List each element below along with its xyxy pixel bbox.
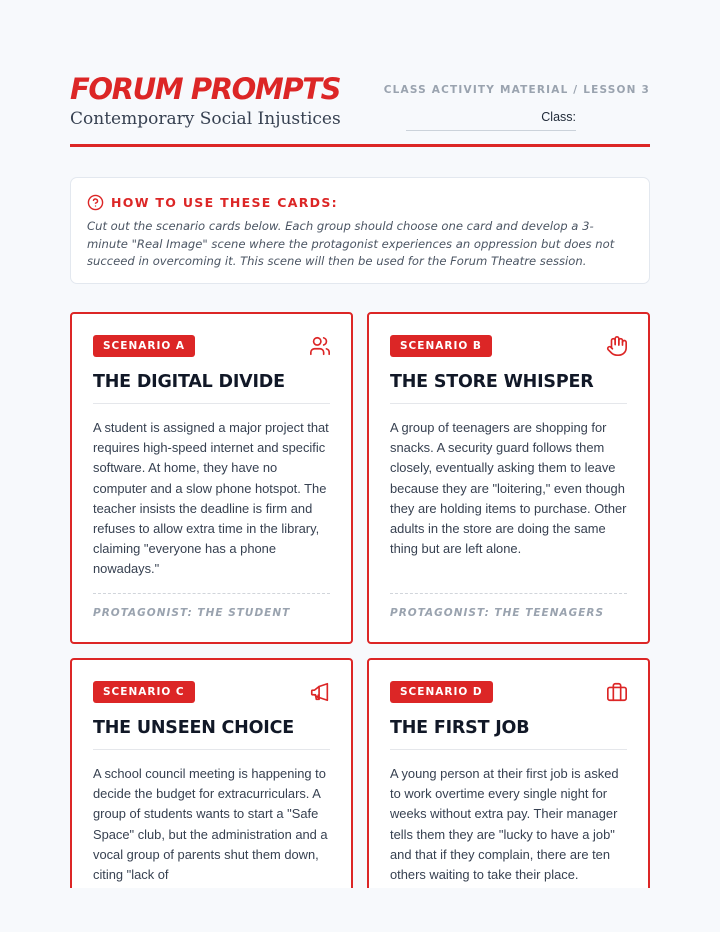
scenario-badge: SCENARIO A: [93, 335, 195, 357]
scenario-description: A group of teenagers are shopping for snacks. A security guard follows them closely, eventually asking them to leave because they are "loitering," even though they are holding items to purchase. Other adults in the store are doing the same thing but are left alone.: [390, 420, 627, 557]
scenario-title: THE STORE WHISPER: [390, 372, 594, 392]
protagonist-label: PROTAGONIST: THE STUDENT: [93, 607, 291, 619]
scenario-description: A school council meeting is happening to decide the budget for extracurriculars. A group of students wants to start a "Safe Space" club, but the administration and a vocal group of parents shut them down, citing "lack of: [93, 766, 328, 883]
dashed-divider: [93, 593, 330, 594]
instructions-box: [70, 177, 650, 284]
protagonist-label: PROTAGONIST: THE TEENAGERS: [390, 607, 605, 619]
page-subtitle: Contemporary Social Injustices: [70, 109, 341, 129]
scenario-badge: SCENARIO C: [93, 681, 195, 703]
scenario-description: A student is assigned a major project that requires high-speed internet and specific software. At home, they have no computer and a slow phone hotspot. The teacher insists the deadline is firm and refuses to allow extra time in the library, claiming "everyone has a phone nowadays.": [93, 420, 329, 577]
title-divider: [93, 749, 330, 750]
dashed-divider: [390, 593, 627, 594]
hand-stop-icon: [606, 335, 628, 357]
scenario-title: THE FIRST JOB: [390, 718, 530, 738]
page-bottom-edge: [0, 888, 720, 932]
title-divider: [390, 403, 627, 404]
lesson-meta: CLASS ACTIVITY MATERIAL / LESSON 3: [383, 84, 650, 96]
megaphone-icon: [309, 681, 331, 703]
instructions-title: HOW TO USE THESE CARDS:: [111, 194, 338, 210]
scenario-card-a: [70, 312, 353, 644]
scenario-title: THE UNSEEN CHOICE: [93, 718, 295, 738]
scenario-badge: SCENARIO D: [390, 681, 493, 703]
scenario-card-b: [367, 312, 650, 644]
class-label: Class:: [541, 110, 576, 124]
worksheet-page: [70, 0, 650, 932]
header-divider: [70, 144, 650, 147]
question-circle-icon: [87, 194, 104, 211]
title-divider: [390, 749, 627, 750]
scenario-title: THE DIGITAL DIVIDE: [93, 372, 285, 392]
title-divider: [93, 403, 330, 404]
class-name-field[interactable]: [406, 108, 576, 131]
scenario-badge: SCENARIO B: [390, 335, 492, 357]
page-title: FORUM PROMPTS: [70, 72, 341, 106]
users-icon: [309, 335, 331, 357]
instructions-text: Cut out the scenario cards below. Each group should choose one card and develop a 3-minute "Real Image" scene where the protagonist experiences an oppression but does not succeed in overcoming it. This scene will then be used for the Forum Theatre session.: [87, 219, 615, 269]
instructions-heading: [87, 192, 633, 212]
scenario-description: A young person at their first job is asked to work overtime every single night for weeks without extra pay. Their manager tells them they are "lucky to have a job" and that if they complain, there are ten others waiting to take their place.: [390, 766, 619, 883]
page-header: [70, 72, 650, 148]
briefcase-icon: [606, 681, 628, 703]
